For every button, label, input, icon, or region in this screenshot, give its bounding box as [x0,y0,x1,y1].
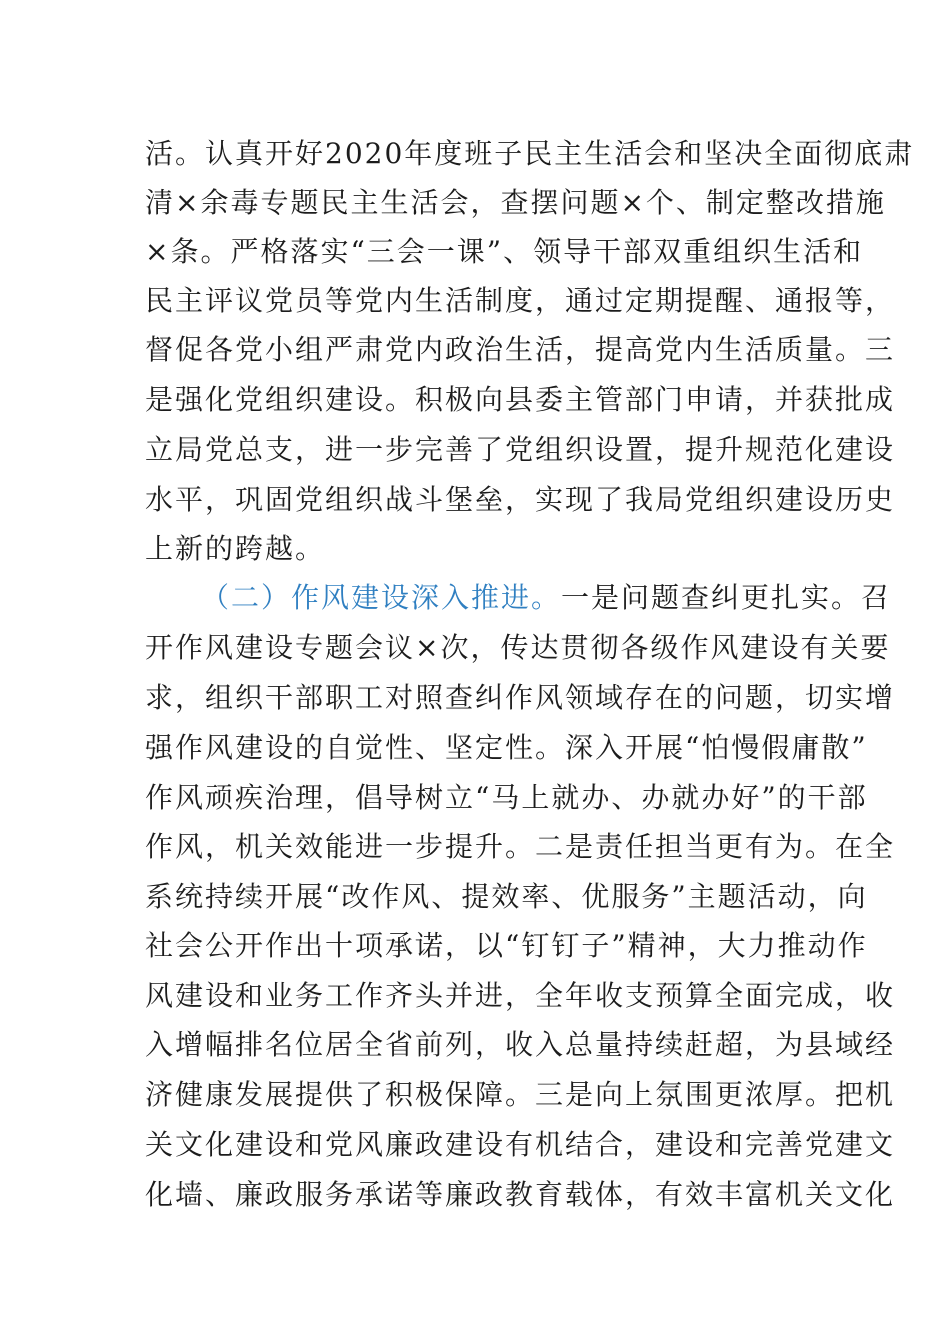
paragraph-line: 开作风建设专题会议×次，传达贯彻各级作风建设有关要 [145,631,891,664]
paragraph-line: 关文化建设和党风廉政建设有机结合，建设和完善党建文 [145,1128,896,1161]
paragraph-line: 系统持续开展“改作风、提效率、优服务”主题活动，向 [145,880,868,913]
paragraph-line: 民主评议党员等党内生活制度，通过定期提醒、通报等， [145,284,896,317]
paragraph-line: 化墙、廉政服务承诺等廉政教育载体，有效丰富机关文化 [145,1178,896,1211]
paragraph-line: 水平，巩固党组织战斗堡垒，实现了我局党组织建设历史 [145,483,896,516]
paragraph-line: ×条。严格落实“三会一课”、领导干部双重组织生活和 [145,235,864,268]
section-heading: （二）作风建设深入推进。 [201,581,562,614]
paragraph-line: 入增幅排名位居全省前列，收入总量持续赶超，为县域经 [145,1028,896,1061]
paragraph-line: 济健康发展提供了积极保障。三是向上氛围更浓厚。把机 [145,1078,896,1111]
paragraph-line: 活。认真开好2020年度班子民主生活会和坚决全面彻底肃 [145,137,915,170]
paragraph-last-line: 上新的跨越。 [145,532,326,565]
paragraph-line: 强作风建设的自觉性、坚定性。深入开展“怕慢假庸散” [145,731,868,764]
paragraph-line: 督促各党小组严肃党内政治生活，提高党内生活质量。三 [145,333,896,366]
section-intro-text: 一是问题查纠更扎实。召 [561,581,892,614]
paragraph-line: 清×余毒专题民主生活会，查摆问题×个、制定整改措施 [145,186,886,219]
paragraph-line: 作风顽疾治理，倡导树立“马上就办、办就办好”的干部 [145,781,868,814]
paragraph-line: 是强化党组织建设。积极向县委主管部门申请，并获批成 [145,383,896,416]
paragraph-line: 求，组织干部职工对照查纠作风领域存在的问题，切实增 [145,681,896,714]
paragraph-line: 社会公开作出十项承诺，以“钉钉子”精神，大力推动作 [145,929,868,962]
paragraph-line: 立局党总支，进一步完善了党组织设置，提升规范化建设 [145,433,896,466]
paragraph-line: 作风，机关效能进一步提升。二是责任担当更有为。在全 [145,830,896,863]
section-paragraph-first-line [145,572,892,624]
paragraph-line: 风建设和业务工作齐头并进，全年收支预算全面完成，收 [145,979,896,1012]
